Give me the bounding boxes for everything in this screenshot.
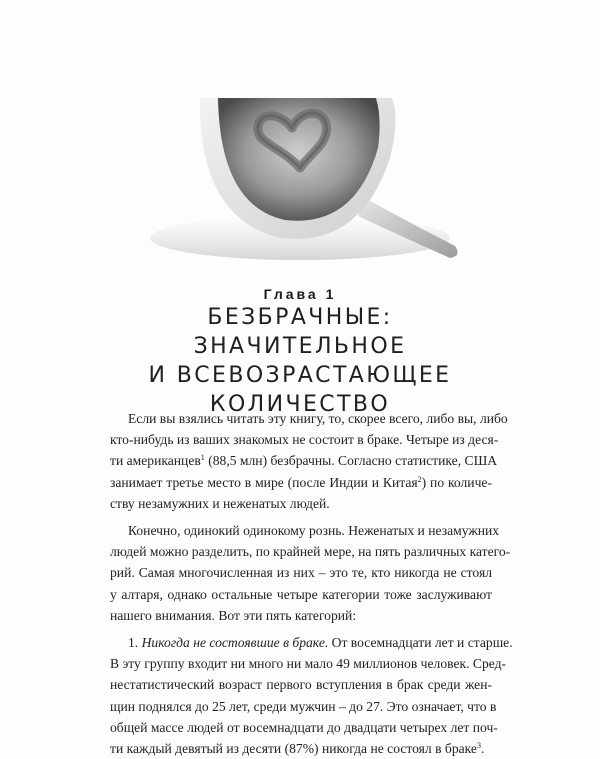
body-text <box>110 408 513 759</box>
chapter-title <box>0 303 600 419</box>
text-line: занимает третье место в мире (после Индии и Китая$^2$) по количе- <box>110 474 492 490</box>
text-line: В эту группу входит ни много ни мало 49 миллионов человек. Сред- <box>110 656 507 672</box>
text-line: Если вы взялись читать эту книгу, то, скорее всего, либо вы, либо <box>128 411 508 426</box>
text-line: 1. Никогда не состоявшие в браке. От восемнадцати лет и старше. <box>128 635 513 651</box>
chapter-title-line: И ВСЕВОЗРАСТАЮЩЕЕ <box>148 363 452 388</box>
text-line: людей можно разделить, по крайней мере, на пять различных катего- <box>110 544 511 560</box>
chapter-title-line: БЕЗБРАЧНЫЕ: <box>207 305 393 330</box>
coffee-cup-heart-illustration <box>150 88 470 268</box>
footnote-ref[interactable]: 1 <box>200 453 205 463</box>
text-line: кто-нибудь из ваших знакомых не состоит в браке. Четыре из деся- <box>110 432 499 448</box>
chapter-title-line: КОЛИЧЕСТВО <box>209 392 391 417</box>
text-line: ти каждый девятый из десяти (87%) никогда не состоял в браке$^3$. <box>110 741 485 757</box>
paragraph-3 <box>110 632 513 759</box>
text-line: Конечно, одинокий одинокому рознь. Неженатых и незамужних <box>128 523 500 539</box>
text-line: ти американцев$^1$ (88,5 млн) безбрачны. Согласно статистике, США <box>110 453 498 469</box>
text-line: рий. Самая многочисленная из них – это те, кто никогда не стоял <box>110 565 492 581</box>
text-line: общей массе людей от восемнадцати до двадцати четырех лет поч- <box>110 719 498 735</box>
chapter-title-line: ЗНАЧИТЕЛЬНОЕ <box>193 334 407 359</box>
paragraph-1 <box>110 408 508 514</box>
text-line: нестатистический возраст первого вступления в брак среди жен- <box>110 677 492 693</box>
text-line: щин поднялся до 25 лет, среди мужчин – до 27. Это означает, что в <box>110 698 497 714</box>
chapter-label: Глава 1 <box>263 286 337 302</box>
footnote-ref[interactable]: 3 <box>476 741 481 751</box>
category-term: Никогда не состоявшие в браке. <box>141 635 329 651</box>
text-line: у алтаря, однако остальные четыре категории тоже заслуживают <box>110 586 492 602</box>
paragraph-2 <box>110 520 511 626</box>
text-line: нашего внимания. Вот эти пять категорий: <box>110 607 357 623</box>
text-line: ству незамужних и неженатых людей. <box>110 495 330 511</box>
footnote-ref[interactable]: 2 <box>417 474 422 484</box>
